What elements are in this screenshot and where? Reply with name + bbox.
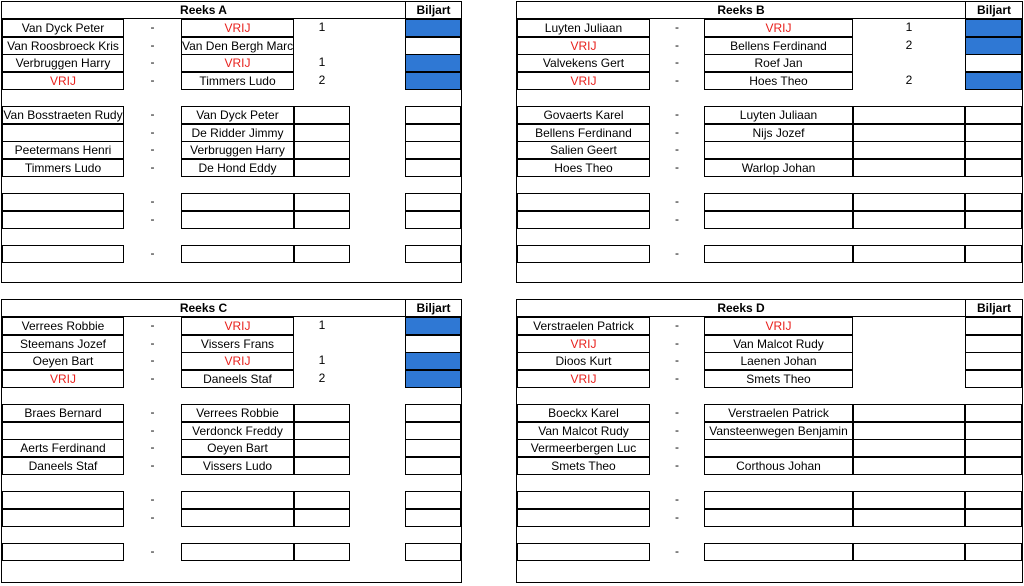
score-cell[interactable] [294, 141, 350, 159]
table-number-cell[interactable]: 2 [905, 72, 913, 87]
separator-cell[interactable]: - [675, 20, 679, 34]
score-cell[interactable] [294, 491, 350, 509]
biljart-cell[interactable] [965, 72, 1022, 90]
player-1-cell[interactable] [517, 193, 650, 211]
biljart-cell[interactable] [405, 106, 461, 124]
biljart-header: Biljart [405, 300, 461, 317]
player-1-cell[interactable] [2, 245, 124, 263]
player-1-cell[interactable] [517, 211, 650, 229]
biljart-cell[interactable] [965, 457, 1022, 475]
biljart-cell[interactable] [405, 19, 461, 37]
player-1-cell[interactable] [517, 245, 650, 263]
separator-cell[interactable]: - [675, 55, 679, 69]
score-cell[interactable] [294, 543, 350, 561]
player-2-cell[interactable]: Verrees Robbie [181, 404, 294, 422]
separator-cell[interactable]: - [675, 335, 679, 350]
player-1-cell[interactable]: Smets Theo [517, 457, 650, 475]
biljart-cell[interactable] [405, 370, 461, 388]
biljart-cell[interactable] [965, 19, 1022, 37]
biljart-cell[interactable] [405, 509, 461, 527]
match-row [2, 509, 461, 526]
separator-cell[interactable]: - [150, 20, 155, 34]
separator-cell[interactable]: - [150, 353, 155, 367]
separator-cell[interactable]: - [150, 142, 155, 156]
player-1-cell[interactable]: Van Malcot Rudy [517, 422, 650, 440]
player-2-cell[interactable]: Van Dyck Peter [181, 106, 294, 124]
player-1-cell[interactable]: Daneels Staf [2, 457, 124, 475]
separator-cell[interactable]: - [150, 107, 155, 121]
score-cell[interactable] [294, 422, 350, 440]
score-cell[interactable] [294, 124, 350, 142]
match-row [517, 335, 1022, 352]
separator-cell[interactable]: - [150, 124, 155, 139]
separator-cell[interactable]: - [675, 457, 679, 472]
separator-cell[interactable]: - [675, 246, 679, 260]
player-1-cell[interactable]: VRIJ [2, 72, 124, 90]
match-row [517, 457, 1022, 474]
separator-cell[interactable]: - [675, 509, 679, 524]
player-1-cell[interactable]: Braes Bernard [2, 404, 124, 422]
player-1-cell[interactable]: VRIJ [517, 72, 650, 90]
match-row [2, 211, 461, 228]
player-2-cell[interactable] [704, 193, 853, 211]
section-title: Reeks A [2, 2, 405, 19]
biljart-cell[interactable] [965, 159, 1022, 177]
player-2-cell[interactable]: Vissers Ludo [181, 457, 294, 475]
section-title: Reeks D [517, 300, 965, 317]
table-number-cell[interactable] [853, 317, 965, 335]
player-2-cell[interactable]: VRIJ [704, 19, 853, 37]
biljart-cell[interactable] [405, 352, 461, 370]
separator-cell[interactable]: - [150, 509, 155, 524]
player-1-cell[interactable]: Van Dyck Peter [2, 19, 124, 37]
match-row [517, 317, 1022, 334]
player-2-cell[interactable] [704, 141, 853, 159]
match-row [517, 439, 1022, 456]
section-title: Reeks C [2, 300, 405, 317]
player-1-cell[interactable] [2, 422, 124, 440]
biljart-cell[interactable] [405, 335, 461, 353]
table-number-cell[interactable]: 2 [318, 370, 326, 385]
biljart-cell[interactable] [965, 193, 1022, 211]
separator-cell[interactable]: - [150, 370, 155, 385]
player-1-cell[interactable] [2, 509, 124, 527]
match-row [2, 317, 461, 334]
player-1-cell[interactable]: Peetermans Henri [2, 141, 124, 159]
match-row [2, 404, 461, 421]
player-1-cell[interactable] [517, 543, 650, 561]
match-row [2, 335, 461, 352]
match-row [517, 124, 1022, 141]
separator-cell[interactable]: - [150, 37, 155, 52]
separator-cell[interactable]: - [150, 318, 155, 332]
biljart-cell[interactable] [405, 54, 461, 72]
separator-cell[interactable]: - [675, 318, 679, 332]
separator-cell[interactable]: - [675, 142, 679, 156]
table-number-cell[interactable]: 1 [318, 55, 326, 69]
player-1-cell[interactable]: Govaerts Karel [517, 106, 650, 124]
player-2-cell[interactable]: Verstraelen Patrick [704, 404, 853, 422]
player-2-cell[interactable] [704, 509, 853, 527]
biljart-header: Biljart [405, 2, 461, 19]
player-2-cell[interactable]: Van Malcot Rudy [704, 335, 853, 353]
biljart-cell[interactable] [405, 422, 461, 440]
player-1-cell[interactable]: Dioos Kurt [517, 352, 650, 370]
player-2-cell[interactable]: VRIJ [181, 352, 294, 370]
table-number-cell[interactable]: 1 [318, 318, 326, 332]
separator-cell[interactable]: - [675, 37, 679, 52]
score-cell[interactable] [853, 159, 965, 177]
score-cell[interactable] [853, 404, 965, 422]
player-1-cell[interactable]: Steemans Jozef [2, 335, 124, 353]
separator-cell[interactable]: - [150, 457, 155, 472]
player-1-cell[interactable]: Aerts Ferdinand [2, 439, 124, 457]
biljart-cell[interactable] [405, 124, 461, 142]
biljart-cell[interactable] [405, 491, 461, 509]
separator-cell[interactable]: - [150, 55, 155, 69]
match-row [2, 159, 461, 176]
separator-cell[interactable]: - [150, 492, 155, 506]
match-row [2, 370, 461, 387]
biljart-cell[interactable] [965, 352, 1022, 370]
match-row [517, 422, 1022, 439]
biljart-cell[interactable] [965, 439, 1022, 457]
separator-cell[interactable]: - [675, 107, 679, 121]
separator-cell[interactable]: - [150, 211, 155, 226]
match-row [517, 159, 1022, 176]
player-2-cell[interactable] [181, 491, 294, 509]
player-1-cell[interactable]: Timmers Ludo [2, 159, 124, 177]
biljart-cell[interactable] [405, 317, 461, 335]
score-cell[interactable] [294, 245, 350, 263]
separator-cell[interactable]: - [675, 544, 679, 558]
separator-cell[interactable]: - [150, 194, 155, 208]
match-row [517, 404, 1022, 421]
match-row [517, 141, 1022, 158]
score-cell[interactable] [853, 457, 965, 475]
biljart-cell[interactable] [405, 211, 461, 229]
match-row [517, 491, 1022, 508]
reeks-a-panel [1, 1, 462, 283]
player-1-cell[interactable]: Oeyen Bart [2, 352, 124, 370]
separator-cell[interactable]: - [675, 405, 679, 419]
biljart-cell[interactable] [965, 54, 1022, 72]
player-2-cell[interactable]: Verbruggen Harry [181, 141, 294, 159]
player-2-cell[interactable]: Corthous Johan [704, 457, 853, 475]
separator-cell[interactable]: - [675, 72, 679, 87]
biljart-cell[interactable] [965, 106, 1022, 124]
biljart-cell[interactable] [965, 404, 1022, 422]
biljart-cell[interactable] [965, 141, 1022, 159]
match-row [517, 72, 1022, 89]
match-row [2, 37, 461, 54]
player-2-cell[interactable]: De Ridder Jimmy [181, 124, 294, 142]
match-row [2, 193, 461, 210]
player-2-cell[interactable]: VRIJ [181, 19, 294, 37]
match-row [517, 509, 1022, 526]
match-row [517, 370, 1022, 387]
separator-cell[interactable]: - [150, 159, 155, 174]
player-1-cell[interactable] [2, 193, 124, 211]
table-number-cell[interactable]: 1 [318, 20, 326, 34]
player-1-cell[interactable] [2, 211, 124, 229]
score-cell[interactable] [853, 106, 965, 124]
table-number-cell[interactable]: 2 [318, 72, 326, 87]
match-row [517, 54, 1022, 71]
biljart-cell[interactable] [965, 491, 1022, 509]
player-1-cell[interactable]: Hoes Theo [517, 159, 650, 177]
player-2-cell[interactable]: Warlop Johan [704, 159, 853, 177]
biljart-cell[interactable] [405, 159, 461, 177]
reeks-c-panel [1, 299, 462, 583]
biljart-cell[interactable] [965, 422, 1022, 440]
match-row [2, 439, 461, 456]
player-1-cell[interactable]: Valvekens Gert [517, 54, 650, 72]
biljart-cell[interactable] [405, 543, 461, 561]
score-cell[interactable] [853, 124, 965, 142]
player-1-cell[interactable]: Bellens Ferdinand [517, 124, 650, 142]
score-cell[interactable] [853, 509, 965, 527]
biljart-cell[interactable] [405, 245, 461, 263]
player-1-cell[interactable]: Van Bosstraeten Rudy [3, 108, 123, 122]
player-1-cell[interactable] [2, 491, 124, 509]
match-row [517, 543, 1022, 560]
biljart-cell[interactable] [965, 211, 1022, 229]
biljart-cell[interactable] [405, 72, 461, 90]
player-2-cell[interactable]: Luyten Juliaan [704, 106, 853, 124]
biljart-cell[interactable] [405, 37, 461, 55]
score-cell[interactable] [294, 457, 350, 475]
match-row [2, 491, 461, 508]
player-1-cell[interactable]: VRIJ [517, 335, 650, 353]
player-2-cell[interactable]: Oeyen Bart [181, 439, 294, 457]
separator-cell[interactable]: - [675, 370, 679, 385]
match-row [517, 211, 1022, 228]
table-number-cell[interactable]: 1 [318, 353, 326, 367]
table-number-cell[interactable] [853, 370, 965, 388]
player-2-cell[interactable] [181, 509, 294, 527]
biljart-cell[interactable] [965, 317, 1022, 335]
table-number-cell[interactable] [853, 352, 965, 370]
player-1-cell[interactable]: VRIJ [2, 370, 124, 388]
score-cell[interactable] [294, 193, 350, 211]
separator-cell[interactable]: - [150, 246, 155, 260]
table-number-cell[interactable] [294, 335, 350, 353]
player-2-cell[interactable]: VRIJ [181, 54, 294, 72]
score-cell[interactable] [853, 193, 965, 211]
player-1-cell[interactable] [517, 491, 650, 509]
player-2-cell[interactable]: Timmers Ludo [181, 72, 294, 90]
player-2-cell[interactable] [704, 491, 853, 509]
biljart-header: Biljart [965, 2, 1022, 19]
biljart-cell[interactable] [405, 193, 461, 211]
separator-cell[interactable]: - [675, 194, 679, 208]
separator-cell[interactable]: - [150, 422, 155, 437]
biljart-cell[interactable] [965, 37, 1022, 55]
player-1-cell[interactable]: Luyten Juliaan [517, 19, 650, 37]
match-row [2, 457, 461, 474]
match-row [2, 54, 461, 71]
player-2-cell[interactable]: Van Den Bergh Marc [182, 38, 294, 53]
player-2-cell[interactable]: VRIJ [704, 317, 853, 335]
score-cell[interactable] [294, 404, 350, 422]
player-2-cell[interactable] [181, 543, 294, 561]
separator-cell[interactable]: - [150, 544, 155, 558]
player-1-cell[interactable]: Boeckx Karel [517, 404, 650, 422]
player-2-cell[interactable]: Nijs Jozef [704, 124, 853, 142]
separator-cell[interactable]: - [150, 335, 155, 350]
match-row [2, 72, 461, 89]
biljart-cell[interactable] [965, 509, 1022, 527]
score-cell[interactable] [853, 543, 965, 561]
match-row [2, 245, 461, 262]
reeks-b-panel [516, 1, 1023, 283]
biljart-cell[interactable] [405, 404, 461, 422]
player-1-cell[interactable]: Verbruggen Harry [2, 54, 124, 72]
player-2-cell[interactable]: VRIJ [181, 317, 294, 335]
match-row [2, 106, 461, 123]
score-cell[interactable] [853, 141, 965, 159]
player-1-cell[interactable]: Verrees Robbie [2, 317, 124, 335]
score-cell[interactable] [853, 439, 965, 457]
match-row [2, 124, 461, 141]
player-2-cell[interactable] [704, 211, 853, 229]
score-cell[interactable] [294, 509, 350, 527]
biljart-cell[interactable] [965, 335, 1022, 353]
match-row [517, 352, 1022, 369]
table-number-cell[interactable] [853, 335, 965, 353]
table-number-cell[interactable] [853, 54, 965, 72]
separator-cell[interactable]: - [150, 72, 155, 87]
score-cell[interactable] [853, 245, 965, 263]
player-2-cell[interactable] [704, 543, 853, 561]
separator-cell[interactable]: - [150, 440, 155, 454]
separator-cell[interactable]: - [675, 492, 679, 506]
player-1-cell[interactable]: Vermeerbergen Luc [517, 439, 650, 457]
match-row [517, 37, 1022, 54]
match-row [2, 422, 461, 439]
separator-cell[interactable]: - [675, 353, 679, 367]
player-2-cell[interactable] [704, 245, 853, 263]
player-2-cell[interactable] [181, 211, 294, 229]
player-2-cell[interactable]: Laenen Johan [704, 352, 853, 370]
biljart-cell[interactable] [965, 543, 1022, 561]
score-cell[interactable] [853, 211, 965, 229]
biljart-cell[interactable] [965, 124, 1022, 142]
player-2-cell[interactable] [181, 193, 294, 211]
player-1-cell[interactable]: Van Roosbroeck Kris [2, 37, 124, 55]
separator-cell[interactable]: - [675, 159, 679, 174]
player-2-cell[interactable]: De Hond Eddy [181, 159, 294, 177]
player-1-cell[interactable] [2, 124, 124, 142]
table-number-cell[interactable]: 2 [905, 37, 913, 52]
score-cell[interactable] [294, 439, 350, 457]
table-number-cell[interactable] [294, 37, 350, 55]
player-1-cell[interactable] [2, 543, 124, 561]
player-1-cell[interactable]: Salien Geert [517, 141, 650, 159]
biljart-cell[interactable] [405, 141, 461, 159]
match-row [2, 19, 461, 36]
biljart-header: Biljart [965, 300, 1022, 317]
score-cell[interactable] [294, 106, 350, 124]
match-row [2, 352, 461, 369]
score-cell[interactable] [294, 159, 350, 177]
reeks-d-panel [516, 299, 1023, 583]
match-row [2, 141, 461, 158]
separator-cell[interactable]: - [675, 211, 679, 226]
biljart-cell[interactable] [405, 439, 461, 457]
biljart-cell[interactable] [965, 370, 1022, 388]
biljart-cell[interactable] [405, 457, 461, 475]
player-1-cell[interactable]: Verstraelen Patrick [517, 317, 650, 335]
score-cell[interactable] [853, 491, 965, 509]
match-row [517, 245, 1022, 262]
player-2-cell[interactable] [704, 439, 853, 457]
biljart-cell[interactable] [965, 245, 1022, 263]
player-2-cell[interactable]: Vissers Frans [181, 335, 294, 353]
separator-cell[interactable]: - [675, 422, 679, 437]
player-2-cell[interactable]: Roef Jan [704, 54, 853, 72]
score-cell[interactable] [294, 211, 350, 229]
score-cell[interactable] [853, 422, 965, 440]
separator-cell[interactable]: - [675, 124, 679, 139]
match-row [517, 106, 1022, 123]
player-2-cell[interactable]: Smets Theo [704, 370, 853, 388]
player-1-cell[interactable]: VRIJ [517, 370, 650, 388]
match-row [517, 19, 1022, 36]
player-2-cell[interactable]: Vansteenwegen Benjamin [704, 422, 853, 440]
match-row [2, 543, 461, 560]
section-title: Reeks B [517, 2, 965, 19]
player-1-cell[interactable]: VRIJ [517, 37, 650, 55]
player-2-cell[interactable]: Verdonck Freddy [181, 422, 294, 440]
player-2-cell[interactable] [181, 245, 294, 263]
player-2-cell[interactable]: Daneels Staf [181, 370, 294, 388]
separator-cell[interactable]: - [150, 405, 155, 419]
player-2-cell[interactable]: Bellens Ferdinand [704, 37, 853, 55]
separator-cell[interactable]: - [675, 440, 679, 454]
table-number-cell[interactable]: 1 [905, 20, 913, 34]
player-1-cell[interactable] [517, 509, 650, 527]
match-row [517, 193, 1022, 210]
player-2-cell[interactable]: Hoes Theo [704, 72, 853, 90]
